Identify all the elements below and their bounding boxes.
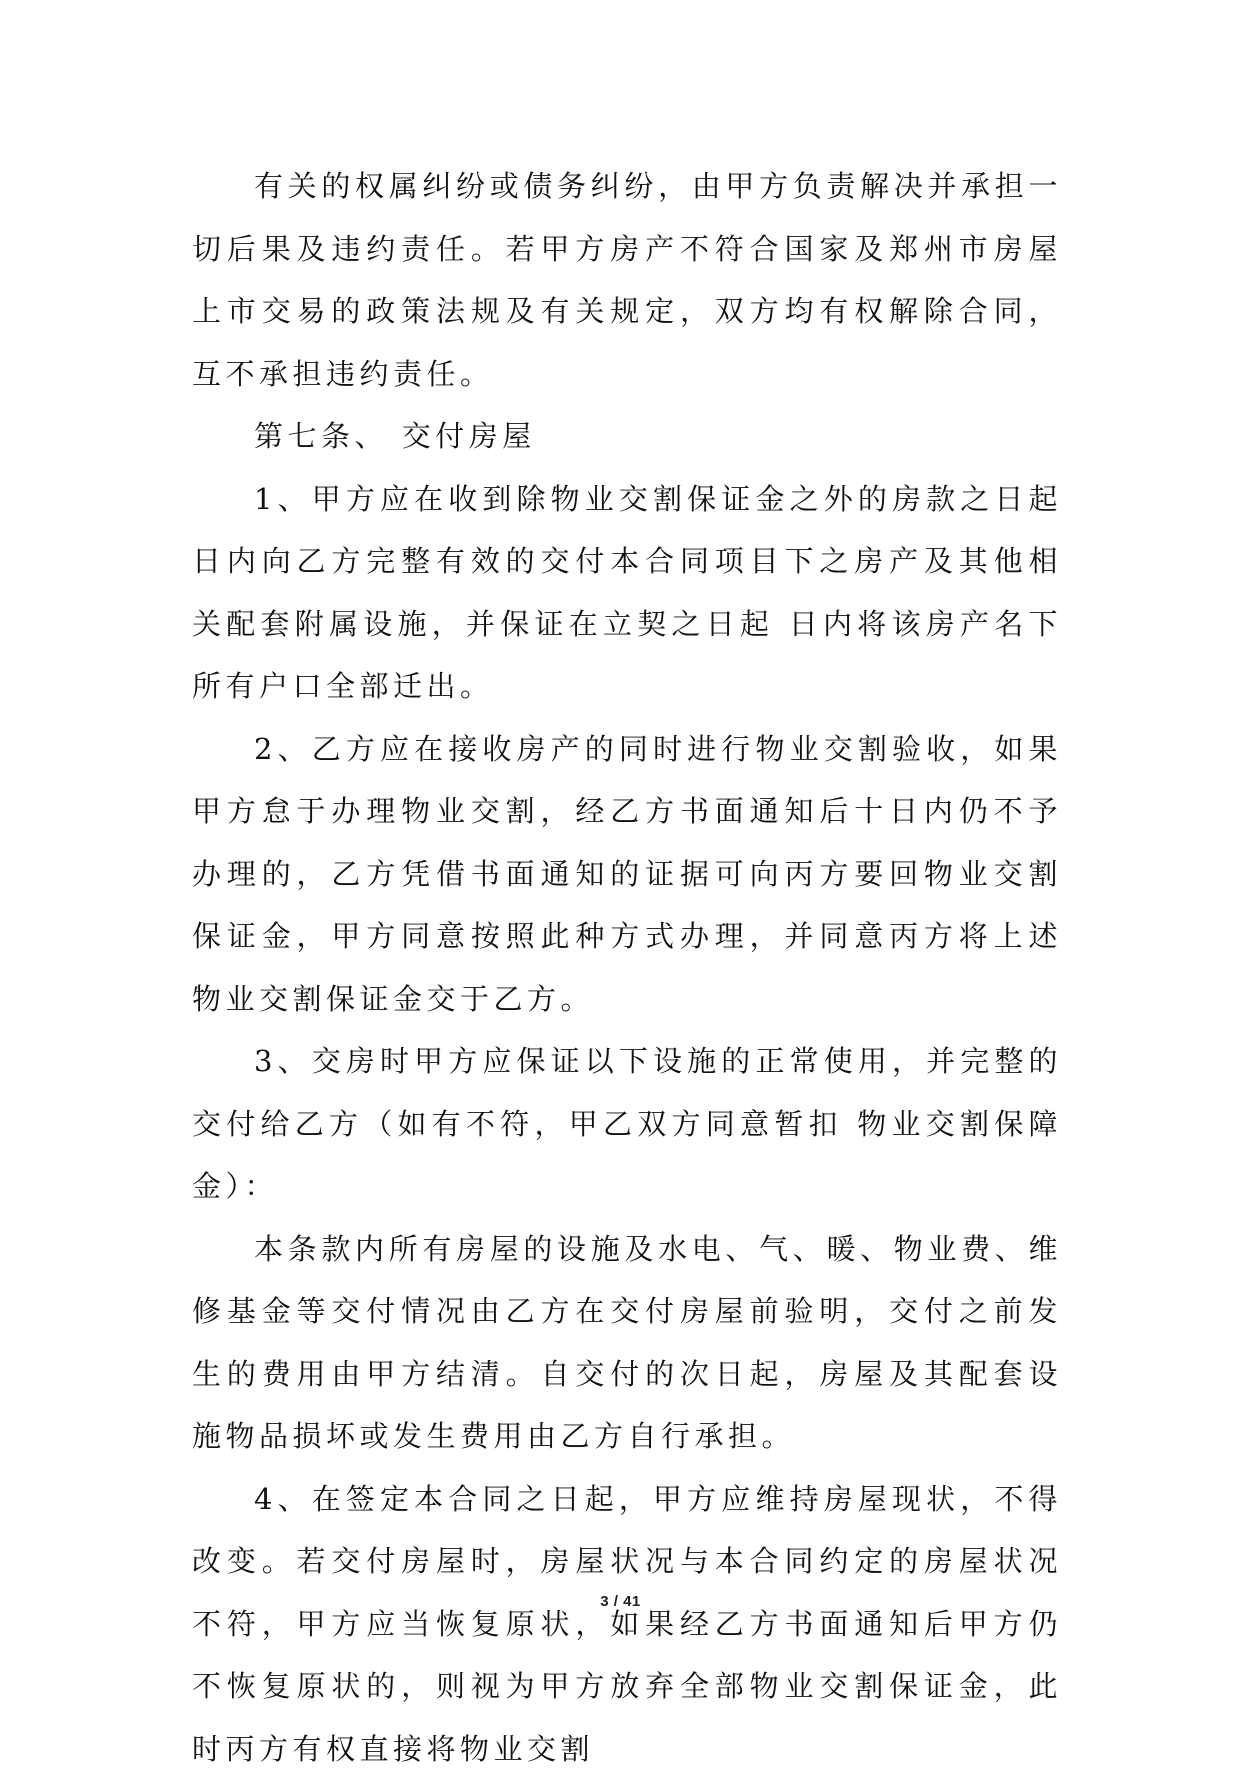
paragraph-item-1: 1、甲方应在收到除物业交割保证金之外的房款之日起 日内向乙方完整有效的交付本合同项目下之房产及其他相关配套附属设施，并保证在立契之日起 日内将该房产名下所有户口全部迁出。 [192, 468, 1062, 718]
document-body [192, 155, 1062, 1780]
page-number: 3 / 41 [0, 1593, 1241, 1610]
article-7-heading: 第七条、 交付房屋 [192, 405, 1062, 468]
paragraph-continuation: 有关的权属纠纷或债务纠纷，由甲方负责解决并承担一切后果及违约责任。若甲方房产不符合国家及郑州市房屋上市交易的政策法规及有关规定，双方均有权解除合同，互不承担违约责任。 [192, 155, 1062, 405]
paragraph-item-3: 3、交房时甲方应保证以下设施的正常使用，并完整的交付给乙方（如有不符，甲乙双方同意暂扣 物业交割保障金）： [192, 1030, 1062, 1218]
paragraph-item-3-detail: 本条款内所有房屋的设施及水电、气、暖、物业费、维修基金等交付情况由乙方在交付房屋前验明，交付之前发生的费用由甲方结清。自交付的次日起，房屋及其配套设施物品损坏或发生费用由乙方自行承担。 [192, 1218, 1062, 1468]
paragraph-item-4: 4、在签定本合同之日起，甲方应维持房屋现状，不得改变。若交付房屋时，房屋状况与本合同约定的房屋状况不符，甲方应当恢复原状，如果经乙方书面通知后甲方仍不恢复原状的，则视为甲方放弃全部物业交割保证金，此时丙方有权直接将物业交割 [192, 1468, 1062, 1780]
paragraph-item-2: 2、乙方应在接收房产的同时进行物业交割验收，如果甲方怠于办理物业交割，经乙方书面通知后十日内仍不予办理的，乙方凭借书面通知的证据可向丙方要回物业交割保证金，甲方同意按照此种方式办理，并同意丙方将上述物业交割保证金交于乙方。 [192, 718, 1062, 1031]
